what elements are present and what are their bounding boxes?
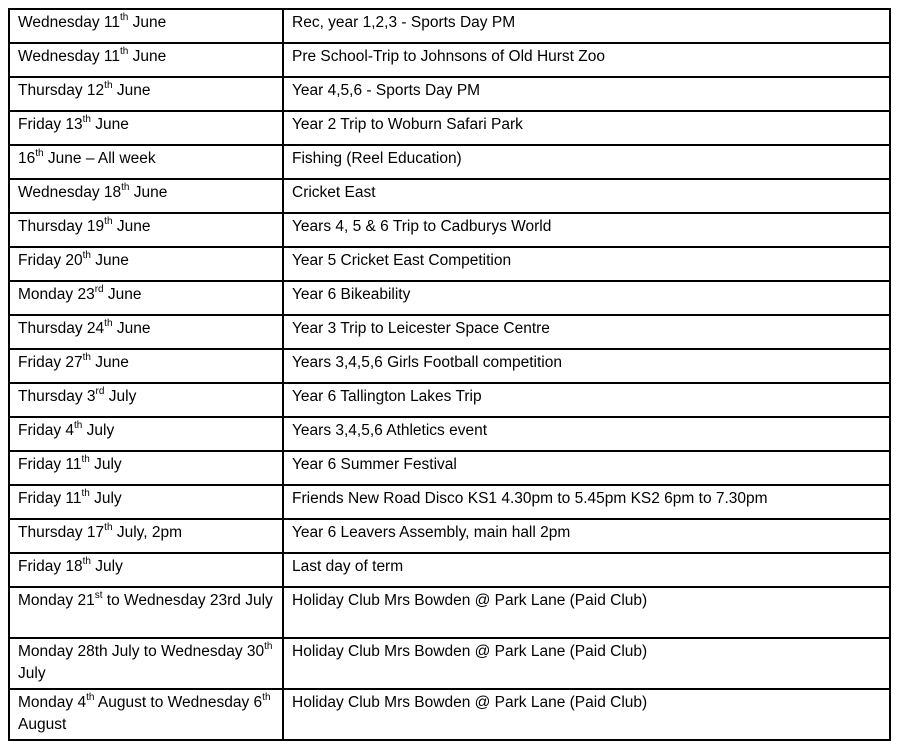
- table-row: [9, 689, 890, 740]
- event-description-cell: Rec, year 1,2,3 - Sports Day PM: [283, 9, 890, 43]
- event-date-cell: Friday 13th June: [9, 111, 283, 145]
- event-description-cell: Years 3,4,5,6 Girls Football competition: [283, 349, 890, 383]
- event-description-cell: Friends New Road Disco KS1 4.30pm to 5.45pm KS2 6pm to 7.30pm: [283, 485, 890, 519]
- table-row: [9, 179, 890, 213]
- events-table-body: [9, 9, 890, 740]
- table-row: [9, 281, 890, 315]
- table-row: [9, 9, 890, 43]
- table-row: [9, 519, 890, 553]
- event-date-cell: Friday 11th July: [9, 451, 283, 485]
- table-row: [9, 417, 890, 451]
- table-row: [9, 587, 890, 638]
- event-date-cell: 16th June – All week: [9, 145, 283, 179]
- event-description-cell: Years 3,4,5,6 Athletics event: [283, 417, 890, 451]
- event-date-cell: Wednesday 11th June: [9, 9, 283, 43]
- event-description-cell: Year 6 Summer Festival: [283, 451, 890, 485]
- event-date-cell: Monday 23rd June: [9, 281, 283, 315]
- event-date-cell: Friday 18th July: [9, 553, 283, 587]
- event-description-cell: Cricket East: [283, 179, 890, 213]
- event-description-cell: Year 6 Tallington Lakes Trip: [283, 383, 890, 417]
- table-row: [9, 145, 890, 179]
- event-date-cell: Thursday 19th June: [9, 213, 283, 247]
- event-description-cell: Year 3 Trip to Leicester Space Centre: [283, 315, 890, 349]
- event-date-cell: Monday 4th August to Wednesday 6th August: [9, 689, 283, 740]
- event-description-cell: Year 6 Bikeability: [283, 281, 890, 315]
- event-description-cell: Last day of term: [283, 553, 890, 587]
- event-description-cell: Year 4,5,6 - Sports Day PM: [283, 77, 890, 111]
- event-date-cell: Wednesday 18th June: [9, 179, 283, 213]
- events-table: [8, 8, 891, 741]
- table-row: [9, 349, 890, 383]
- table-row: [9, 451, 890, 485]
- event-date-cell: Monday 21st to Wednesday 23rd July: [9, 587, 283, 638]
- table-row: [9, 383, 890, 417]
- event-description-cell: Pre School-Trip to Johnsons of Old Hurst Zoo: [283, 43, 890, 77]
- table-row: [9, 77, 890, 111]
- event-description-cell: Holiday Club Mrs Bowden @ Park Lane (Paid Club): [283, 587, 890, 638]
- event-description-cell: Year 6 Leavers Assembly, main hall 2pm: [283, 519, 890, 553]
- table-row: [9, 315, 890, 349]
- event-description-cell: Years 4, 5 & 6 Trip to Cadburys World: [283, 213, 890, 247]
- event-description-cell: Holiday Club Mrs Bowden @ Park Lane (Paid Club): [283, 689, 890, 740]
- table-row: [9, 111, 890, 145]
- table-row: [9, 247, 890, 281]
- event-date-cell: Friday 11th July: [9, 485, 283, 519]
- table-row: [9, 485, 890, 519]
- event-date-cell: Friday 20th June: [9, 247, 283, 281]
- event-date-cell: Monday 28th July to Wednesday 30th July: [9, 638, 283, 689]
- event-date-cell: Friday 4th July: [9, 417, 283, 451]
- event-date-cell: Friday 27th June: [9, 349, 283, 383]
- event-date-cell: Thursday 24th June: [9, 315, 283, 349]
- table-row: [9, 638, 890, 689]
- event-description-cell: Fishing (Reel Education): [283, 145, 890, 179]
- event-description-cell: Year 2 Trip to Woburn Safari Park: [283, 111, 890, 145]
- event-description-cell: Holiday Club Mrs Bowden @ Park Lane (Paid Club): [283, 638, 890, 689]
- event-date-cell: Thursday 3rd July: [9, 383, 283, 417]
- event-date-cell: Wednesday 11th June: [9, 43, 283, 77]
- table-row: [9, 213, 890, 247]
- event-date-cell: Thursday 12th June: [9, 77, 283, 111]
- event-date-cell: Thursday 17th July, 2pm: [9, 519, 283, 553]
- table-row: [9, 553, 890, 587]
- event-description-cell: Year 5 Cricket East Competition: [283, 247, 890, 281]
- table-row: [9, 43, 890, 77]
